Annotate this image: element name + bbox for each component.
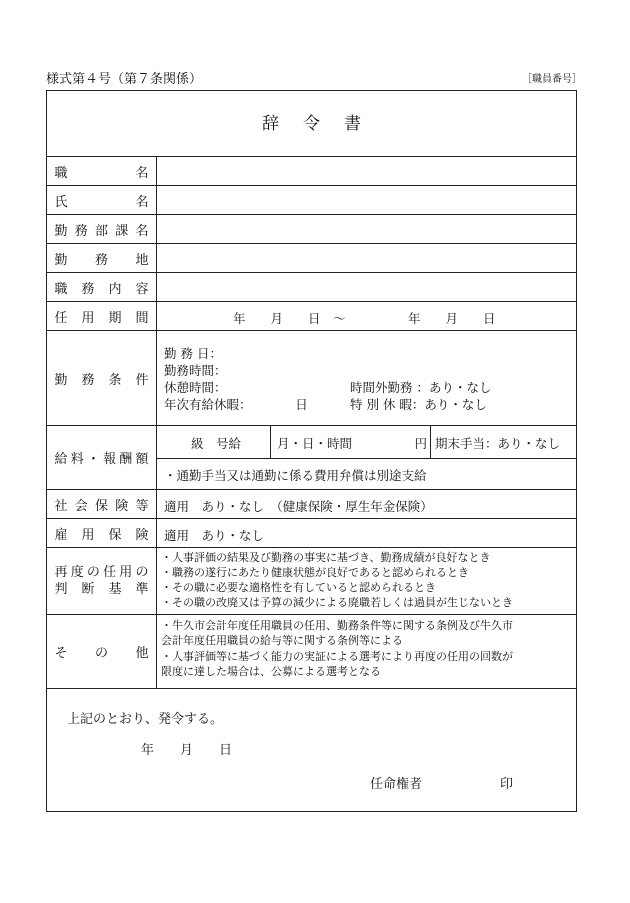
- employment-insurance-text: 適用 あり・なし: [164, 528, 265, 543]
- row-salary: 給料・報酬額 級 号給 月・日・時間 円 期末手当：あり・なし ・通勤手当又は通勤に係る費用弁償は別途支給: [47, 426, 576, 490]
- workplace-field[interactable]: [157, 244, 576, 272]
- position-field[interactable]: [157, 157, 576, 185]
- criteria-item: ・その職の改廃又は予算の減少による廃職若しくは過員が生じないとき: [161, 596, 513, 609]
- term-field[interactable]: [157, 302, 576, 330]
- document-title: 辞令書: [47, 91, 576, 157]
- row-workplace: 勤 務 地: [47, 244, 576, 273]
- special-leave-line: 特 別 休 暇：あり・なし: [350, 397, 487, 412]
- term-text: 年 月 日 ～ 年 月 日: [233, 311, 496, 326]
- other-notes: [157, 615, 576, 688]
- other-note: 限度に達した場合は、公募による選考となる: [161, 665, 381, 678]
- conditions-field[interactable]: [157, 331, 576, 425]
- issue-date[interactable]: 年 月 日: [141, 743, 233, 758]
- row-reappointment: 再度の任用の 判断基準 ・人事評価の結果及び勤務の事実に基づき、勤務成績が良好なとき ・職務の遂行にあたり健康状態が良好であると認められるとき ・その職に必要な適格性を有していると認められるとき ・その職の改廃又は予算の減少による廃職若しくは過員が生じないとき: [47, 548, 576, 615]
- criteria-item: ・職務の遂行にあたり健康状態が良好であると認められるとき: [161, 566, 469, 579]
- row-conditions: 勤務条件 勤 務 日： 勤務時間： 休憩時間： 時間外勤務 ：あり・なし 年次有給休暇： 日 特 別 休 暇：あり・なし: [47, 331, 576, 426]
- other-note: ・人事評価等に基づく能力の実証による選考により再度の任用の回数が: [161, 650, 513, 663]
- row-term: 任用期間 年 月 日 ～ 年 月 日: [47, 302, 576, 331]
- row-department: 勤務部課名: [47, 215, 576, 244]
- workdays-line: 勤 務 日：: [164, 346, 222, 361]
- row-social-insurance: 社会保険等 適用 あり・なし （健康保険・厚生年金保険）: [47, 490, 576, 519]
- row-position: [47, 157, 576, 186]
- break-line: 休憩時間：: [164, 380, 227, 395]
- workhours-line: 勤務時間：: [164, 363, 227, 378]
- appointing-authority: 任命権者: [370, 777, 423, 792]
- department-field[interactable]: [157, 215, 576, 243]
- commute-note: ・通勤手当又は通勤に係る費用弁償は別途支給: [164, 468, 427, 483]
- overtime-line: 時間外勤務 ：あり・なし: [350, 380, 492, 395]
- name-field[interactable]: [157, 186, 576, 214]
- employment-insurance-field[interactable]: [157, 519, 576, 547]
- row-label: 職 名: [47, 157, 157, 185]
- grade-text: 級 号給: [191, 436, 242, 451]
- duties-field[interactable]: [157, 273, 576, 301]
- row-employment-insurance: 雇用保険 適用 あり・なし: [47, 519, 576, 548]
- staff-number-label: ［職員番号］: [522, 74, 582, 85]
- criteria-item: ・その職に必要な適格性を有していると認められるとき: [161, 581, 436, 594]
- form-number: 様式第４号（第７条関係）: [46, 72, 203, 87]
- appointment-form: [46, 90, 577, 812]
- social-insurance-text: 適用 あり・なし （健康保険・厚生年金保険）: [164, 499, 433, 514]
- other-note: 会計年度任用職員の給与等に関する条例等による: [161, 634, 403, 647]
- row-name: 氏 名: [47, 186, 576, 215]
- pay-unit-text: 月・日・時間 円: [277, 436, 428, 451]
- paid-leave-line: 年次有給休暇： 日: [164, 397, 308, 412]
- bonus-text: 期末手当：あり・なし: [435, 436, 561, 451]
- row-duties: 職務内容: [47, 273, 576, 302]
- salary-field[interactable]: [157, 426, 576, 489]
- issuance-statement: 上記のとおり、発令する。: [67, 712, 224, 727]
- seal-mark: 印: [500, 777, 514, 792]
- reappointment-criteria: [157, 548, 576, 614]
- other-note: ・牛久市会計年度任用職員の任用、勤務条件等に関する条例及び牛久市: [161, 619, 513, 632]
- social-insurance-field[interactable]: [157, 490, 576, 518]
- row-other: そ の 他 ・牛久市会計年度任用職員の任用、勤務条件等に関する条例及び牛久市 会計年度任用職員の給与等に関する条例等による ・人事評価等に基づく能力の実証による選考により再度の任用の回数が 限度に達した場合は、公募による選考となる: [47, 615, 576, 689]
- criteria-item: ・人事評価の結果及び勤務の事実に基づき、勤務成績が良好なとき: [161, 551, 491, 564]
